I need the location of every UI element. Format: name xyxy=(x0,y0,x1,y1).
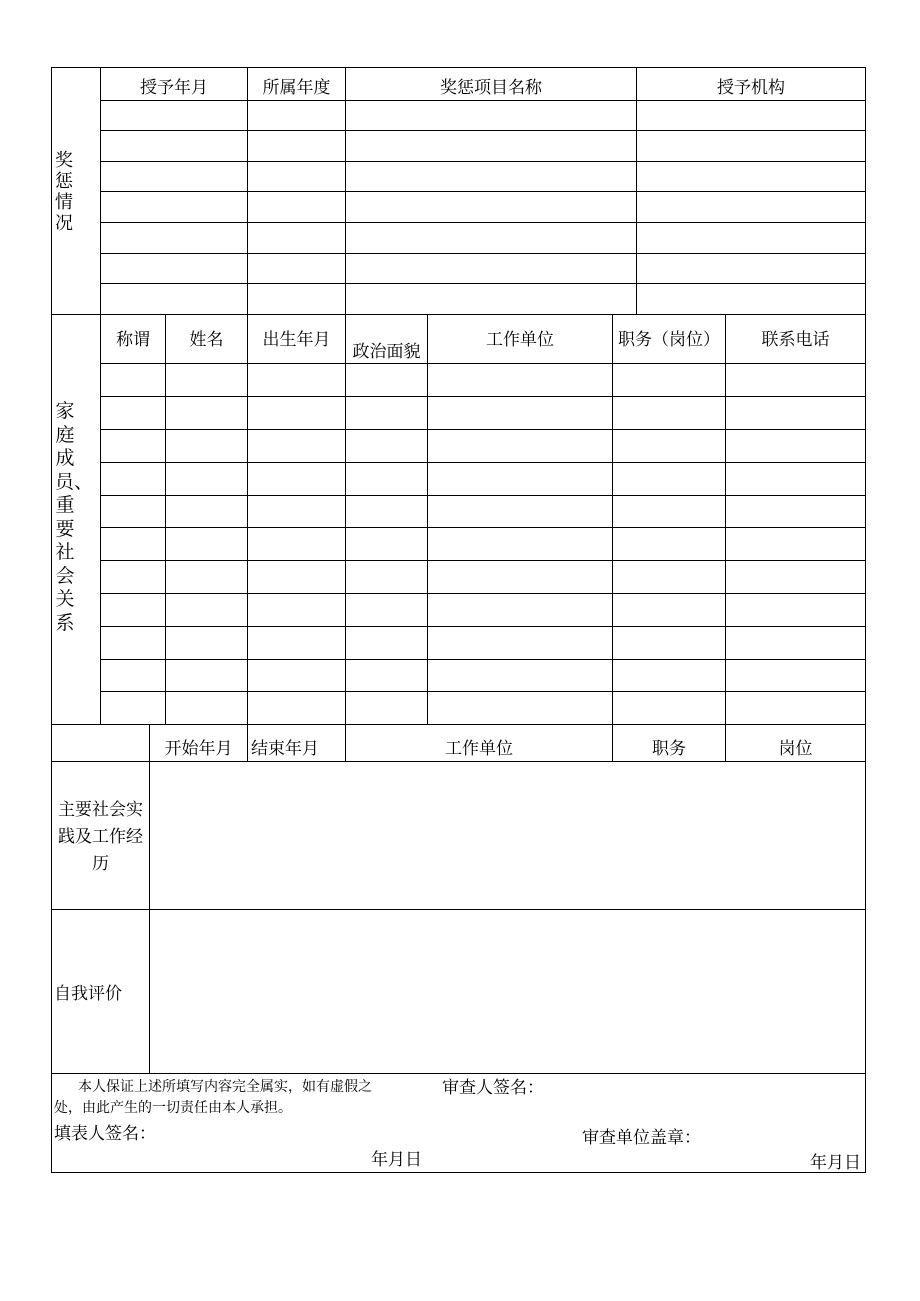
applicant-sign-label: 填表人签名： xyxy=(54,1124,156,1144)
family-header-name: 姓名 xyxy=(189,330,224,350)
awards-header-authority: 授予机构 xyxy=(717,78,785,98)
border-top xyxy=(51,67,866,68)
experience-label: 主要社会实践及工作经历 xyxy=(58,800,143,874)
family-side-label: 家庭成员、重要社会关系 xyxy=(55,400,94,634)
border-right xyxy=(865,67,866,1173)
declaration-line2: 处，由此产生的一切责任由本人承担。 xyxy=(54,1100,292,1116)
family-header-political: 政治面貌 xyxy=(352,342,421,362)
reviewer-date: 年月日 xyxy=(810,1153,861,1173)
awards-header-grant-date: 授予年月 xyxy=(140,78,208,98)
declaration-line1: 本人保证上述所填写内容完全属实，如有虚假之 xyxy=(78,1079,372,1095)
applicant-date: 年月日 xyxy=(371,1150,422,1170)
family-header-birth: 出生年月 xyxy=(262,330,331,350)
reviewer-stamp-label: 审查单位盖章： xyxy=(582,1128,701,1148)
awards-side-label: 奖惩情况 xyxy=(55,150,73,234)
awards-header-item-name: 奖惩项目名称 xyxy=(440,78,542,98)
experience-content-area[interactable] xyxy=(150,762,865,909)
exp-header-start: 开始年月 xyxy=(164,739,233,759)
family-header-position: 职务（岗位） xyxy=(618,330,720,350)
section-divider-family xyxy=(51,724,866,725)
family-header-relation: 称谓 xyxy=(116,330,150,350)
reviewer-sign-label: 审查人签名： xyxy=(442,1078,544,1098)
family-header-employer: 工作单位 xyxy=(486,330,554,350)
awards-header-year: 所属年度 xyxy=(262,78,331,98)
self-eval-content-area[interactable] xyxy=(150,910,865,1073)
border-bottom xyxy=(51,1172,866,1173)
section-divider-awards xyxy=(51,314,866,315)
exp-header-end: 结束年月 xyxy=(251,739,319,759)
border-left xyxy=(51,67,52,1173)
self-eval-label: 自我评价 xyxy=(54,984,122,1004)
exp-header-duty: 职务 xyxy=(652,739,686,759)
exp-header-post: 岗位 xyxy=(778,739,813,759)
family-header-phone: 联系电话 xyxy=(761,330,830,350)
exp-header-employer: 工作单位 xyxy=(445,739,513,759)
